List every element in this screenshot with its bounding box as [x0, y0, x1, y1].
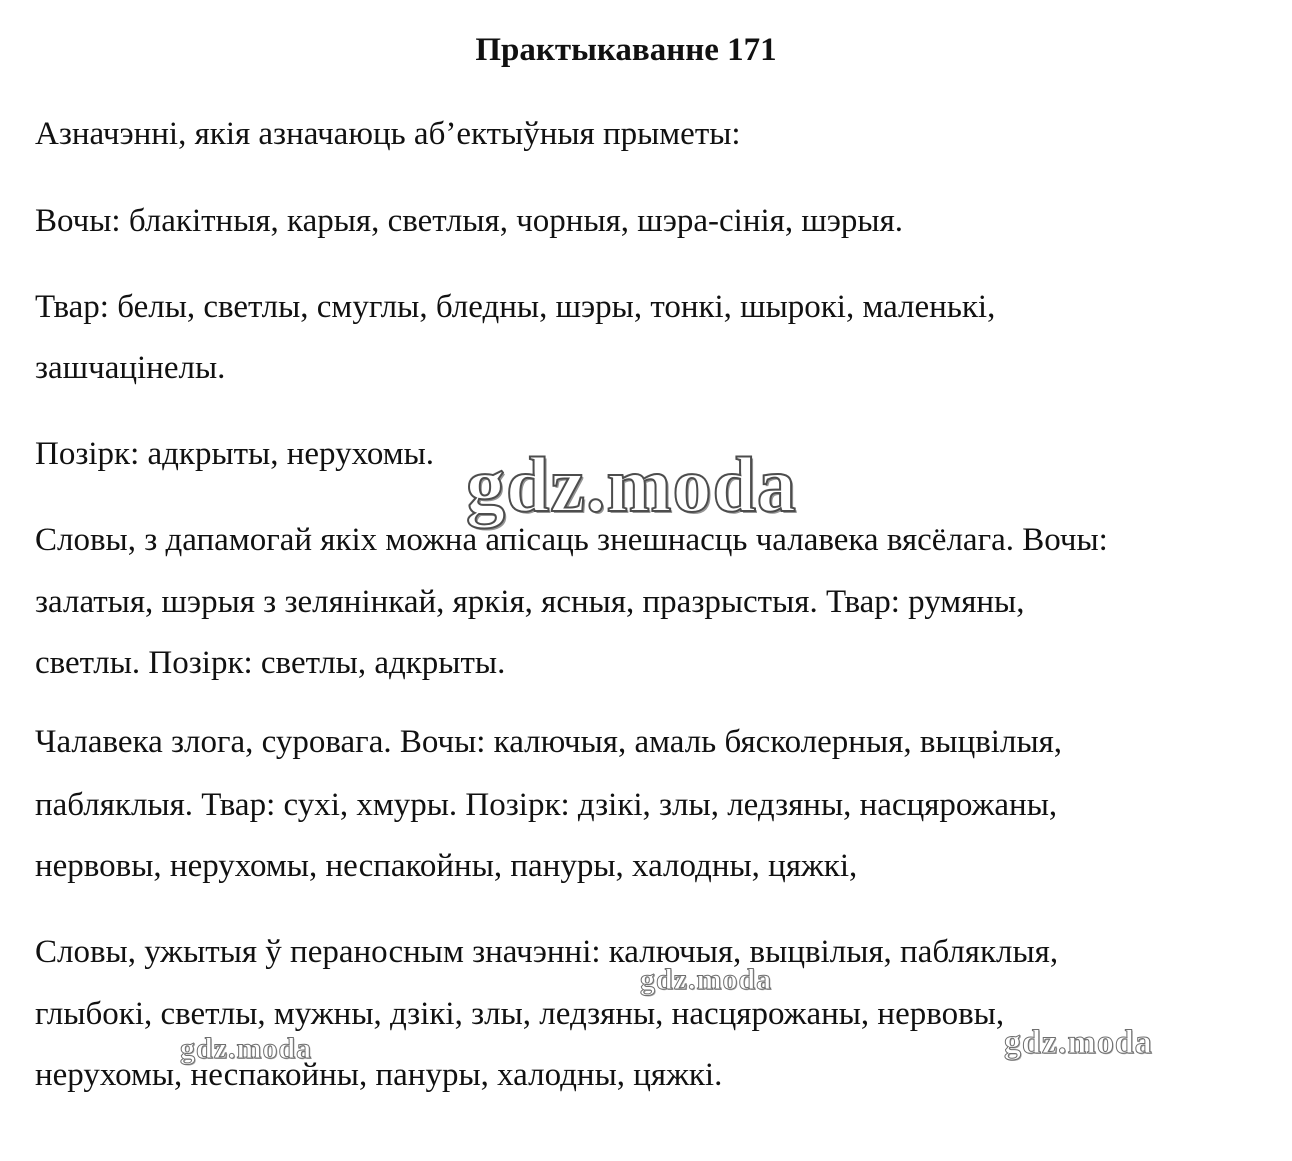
- paragraph-line: нервовы, нерухомы, неспакойны, пануры, халодны, цяжкі,: [35, 848, 858, 884]
- paragraph-line: Твар: белы, светлы, смуглы, бледны, шэры, тонкі, шырокі, маленькі,: [35, 289, 996, 325]
- watermark-logo: gdz.moda: [1004, 1024, 1153, 1061]
- paragraph-line: зашчацінелы.: [35, 350, 226, 386]
- page-title: Практыкаванне 171: [475, 32, 777, 68]
- paragraph-line: Чалавека злога, суровага. Вочы: калючыя, амаль бясколерныя, выцвілыя,: [35, 724, 1063, 760]
- paragraph-line: пабляклыя. Твар: сухі, хмуры. Позірк: дзікі, злы, ледзяны, насцярожаны,: [35, 787, 1058, 823]
- watermark-logo: gdz.moda: [180, 1032, 313, 1065]
- paragraph-line: Словы, з дапамогай якіх можна апісаць знешнасць чалавека вясёлага. Вочы:: [35, 522, 1108, 558]
- watermark-logo: gdz.moda: [466, 441, 797, 528]
- paragraph-line: Азначэнні, якія азначаюць аб’ектыўныя прыметы:: [35, 116, 741, 152]
- paragraph-line: залатыя, шэрыя з зелянінкай, яркія, ясныя, празрыстыя. Твар: румяны,: [35, 584, 1025, 620]
- paragraph-line: светлы. Позірк: светлы, адкрыты.: [35, 645, 506, 681]
- paragraph-line: нерухомы, неспакойны, пануры, халодны, цяжкі.: [35, 1057, 723, 1093]
- paragraph-line: глыбокі, светлы, мужны, дзікі, злы, ледзяны, насцярожаны, нервовы,: [35, 996, 1005, 1032]
- paragraph-line: Позірк: адкрыты, нерухомы.: [35, 436, 435, 472]
- watermark-logo: gdz.moda: [640, 963, 773, 996]
- paragraph-line: Вочы: блакітныя, карыя, светлыя, чорныя, шэра-сінія, шэрыя.: [35, 203, 904, 239]
- paragraph-line: Словы, ужытыя ў пераносным значэнні: калючыя, выцвілыя, пабляклыя,: [35, 934, 1059, 970]
